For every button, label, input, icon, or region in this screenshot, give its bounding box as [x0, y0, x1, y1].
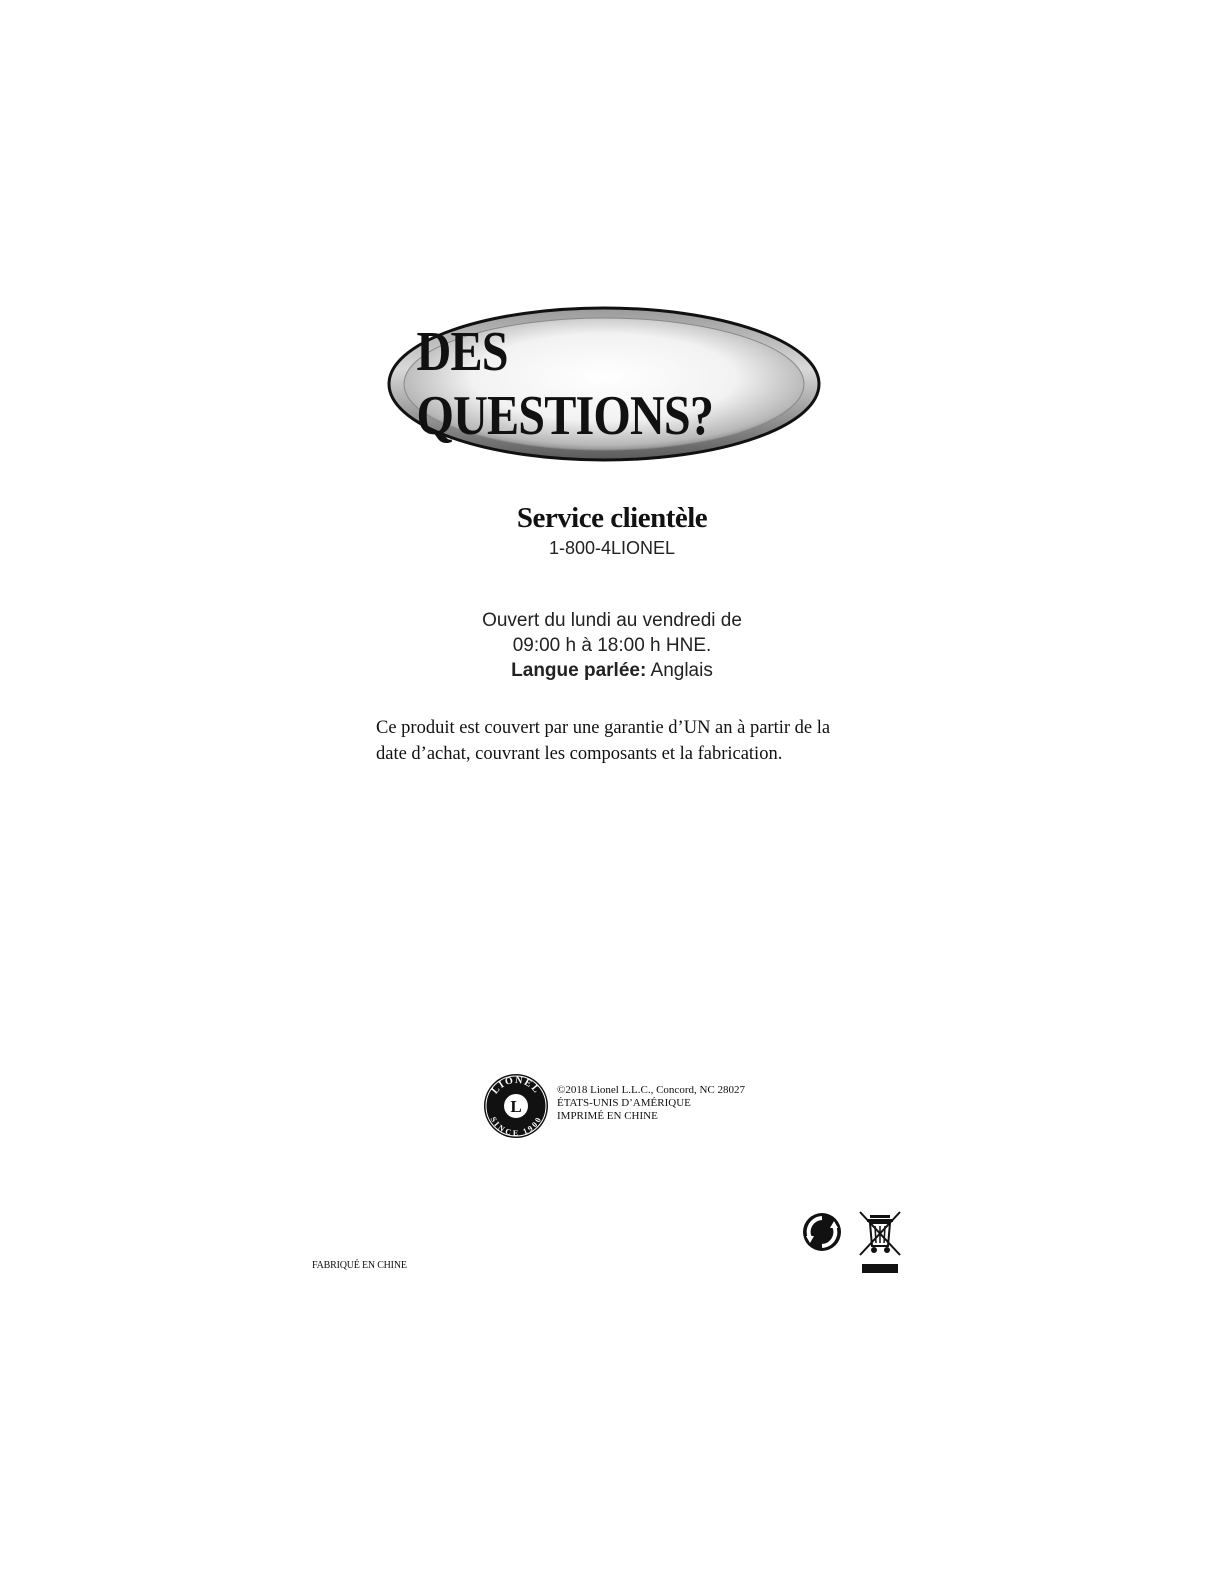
- customer-service-title: Service clientèle: [516, 502, 708, 534]
- hours-line-2: 09:00 h à 18:00 h HNE.: [512, 635, 712, 656]
- imprint-line-3: IMPRIMÉ EN CHINE: [557, 1110, 658, 1122]
- imprint-block: [482, 1072, 752, 1140]
- language-line: [0, 658, 1224, 683]
- language-label: Langue parlée:: [511, 660, 647, 681]
- logo-letter: L: [510, 1097, 522, 1116]
- banner-title: DES QUESTIONS?: [416, 321, 714, 447]
- logo-text-top: LIONEL: [489, 1074, 543, 1097]
- green-dot-recycling-icon: [802, 1212, 842, 1252]
- questions-banner: [386, 305, 822, 463]
- customer-service-phone: 1-800-4LIONEL: [548, 538, 676, 558]
- weee-crossed-bin-icon: [857, 1210, 903, 1276]
- lionel-logo: [482, 1072, 550, 1140]
- imprint-line-2: ÉTATS-UNIS D’AMÉRIQUE: [557, 1097, 691, 1109]
- language-value: Anglais: [650, 660, 713, 681]
- imprint-line-1: ©2018 Lionel L.L.C., Concord, NC 28027: [557, 1084, 746, 1096]
- hours-line-1: Ouvert du lundi au vendredi de: [482, 610, 742, 631]
- logo-text-bottom: SINCE 1900: [488, 1115, 544, 1138]
- made-in-label: FABRIQUÉ EN CHINE: [312, 1260, 407, 1271]
- imprint-text: [557, 1084, 745, 1123]
- warranty-text: Ce produit est couvert par une garantie d’UN an à partir de la date d’achat, couvrant les composants et la fabrication.: [376, 718, 831, 764]
